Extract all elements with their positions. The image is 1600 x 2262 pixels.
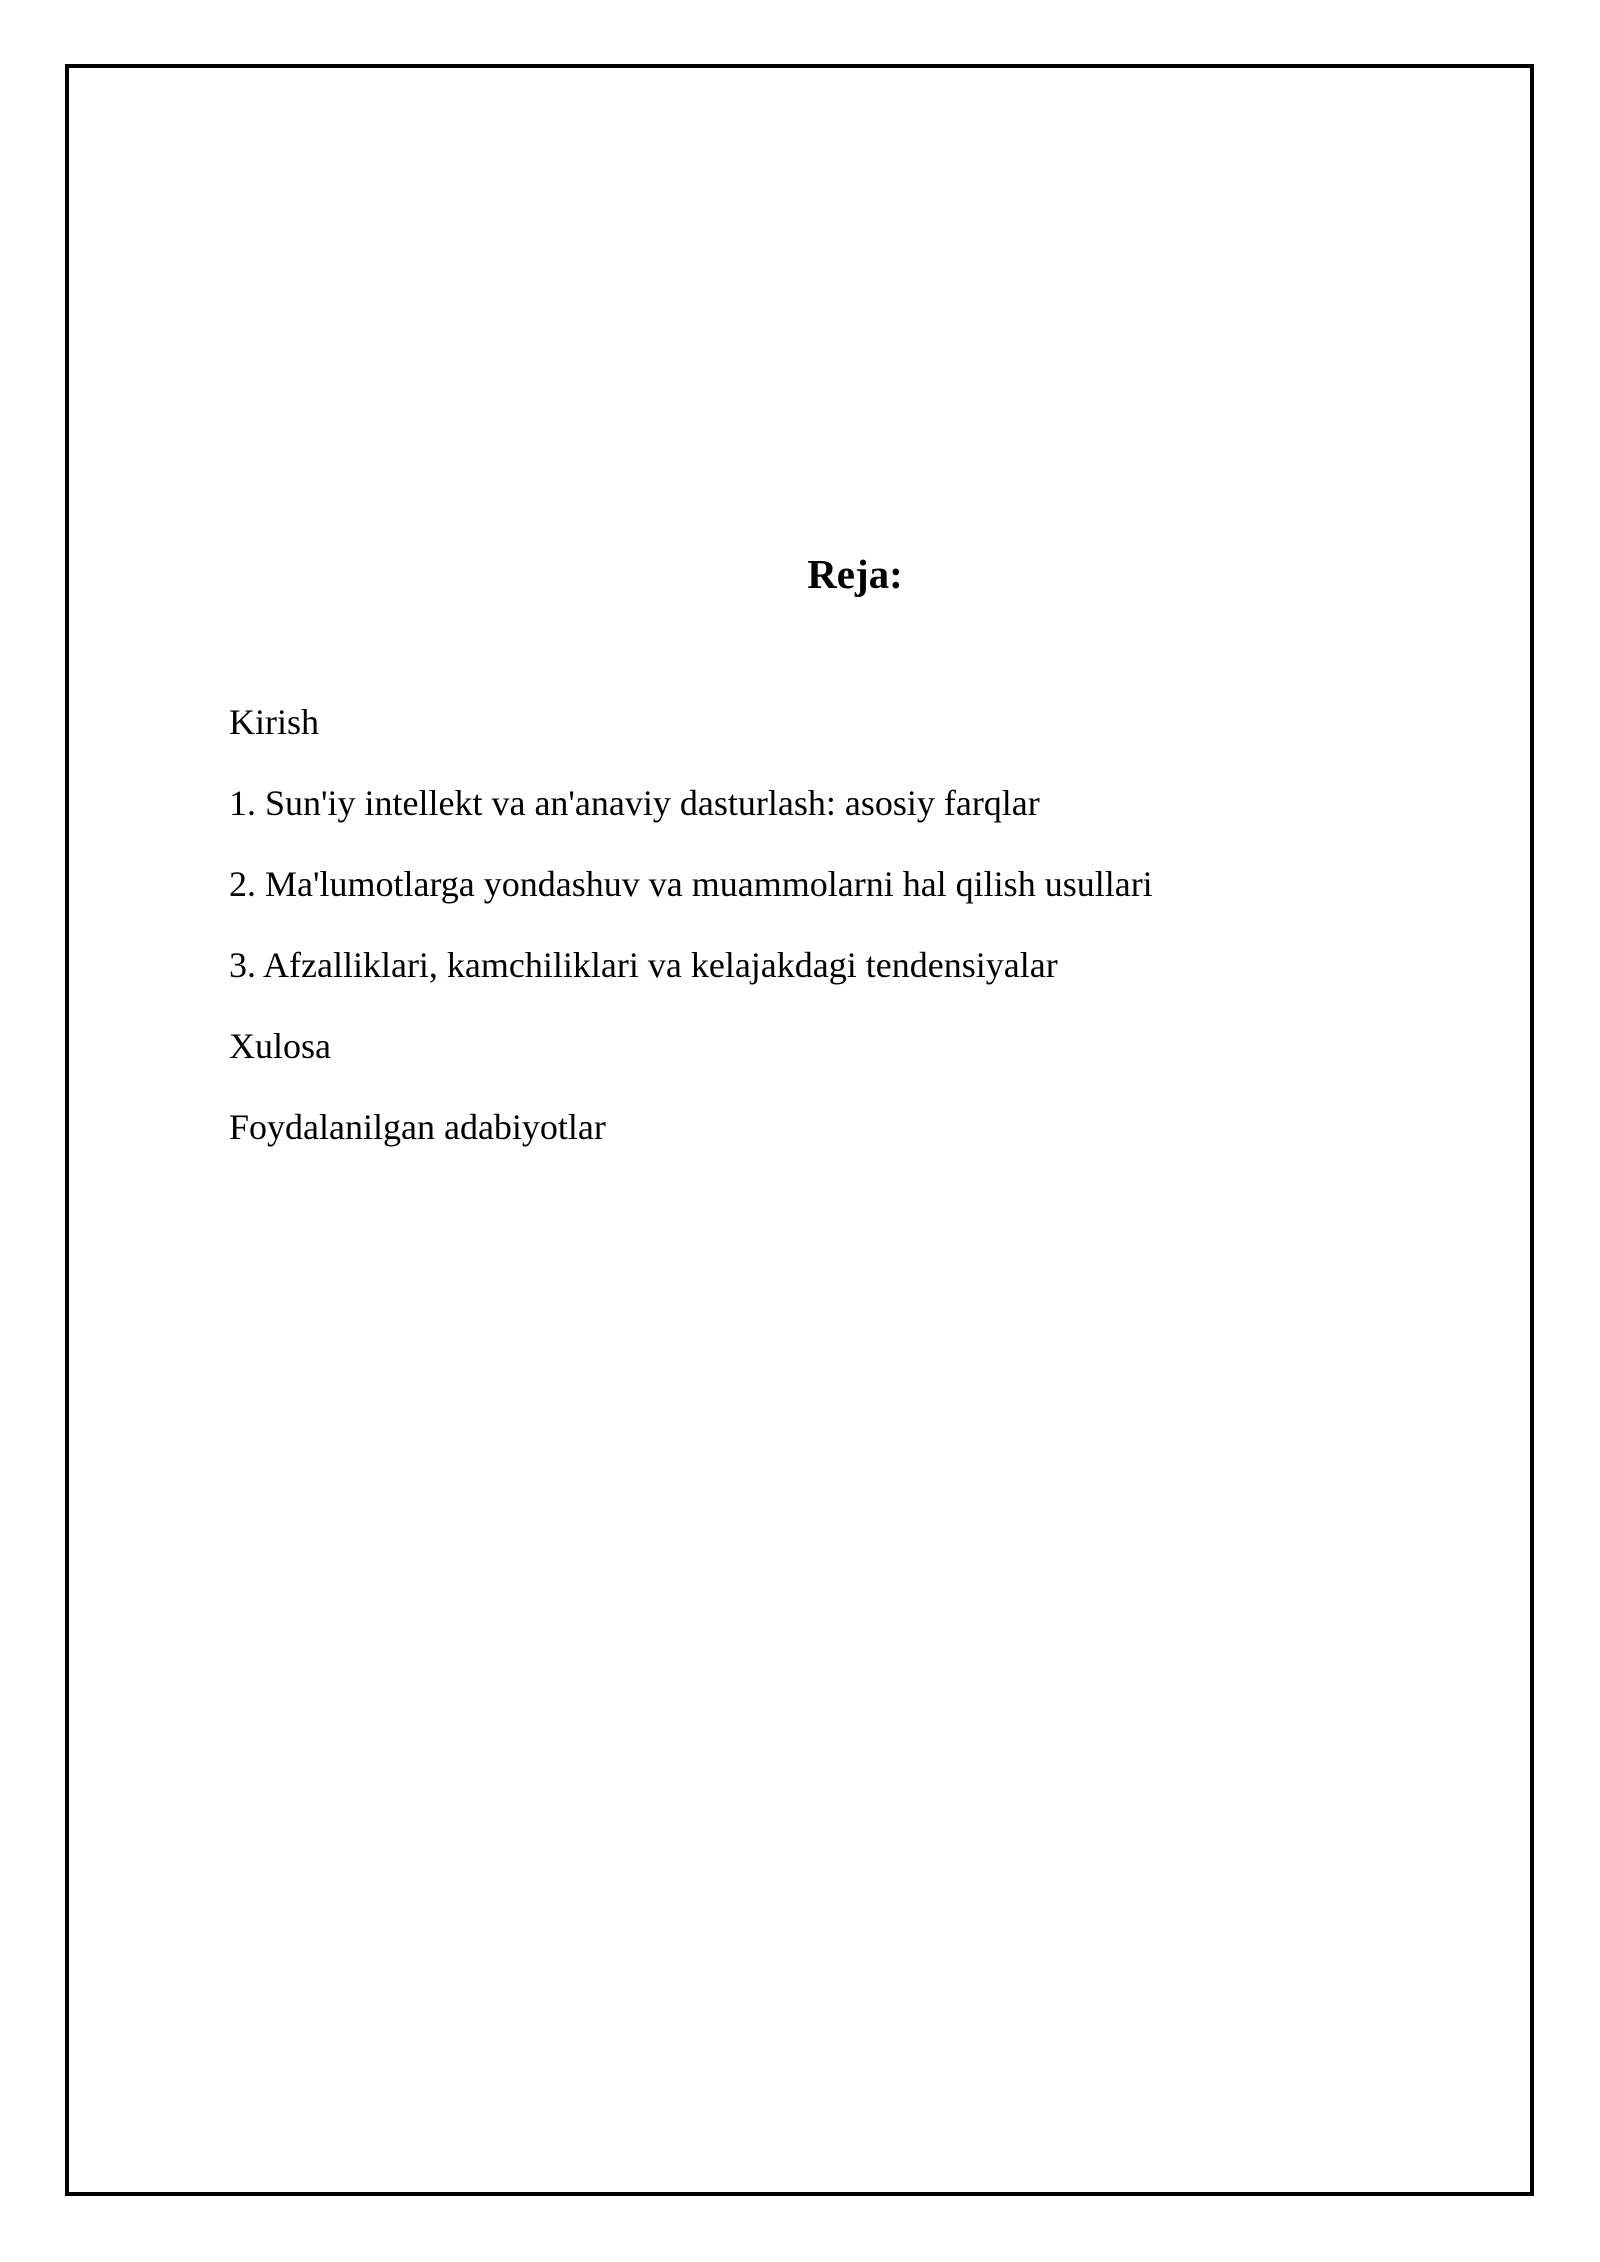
plan-item-references: Foydalanilgan adabiyotlar (229, 1107, 606, 1147)
page-title: Reja: (807, 551, 903, 597)
plan-item-1: 1. Sun'iy intellekt va an'anaviy dasturlash: asosiy farqlar (229, 783, 1040, 823)
plan-item-conclusion: Xulosa (229, 1026, 331, 1066)
plan-list (229, 698, 1479, 1184)
plan-item-introduction: Kirish (229, 702, 319, 742)
plan-item-2: 2. Ma'lumotlarga yondashuv va muammolarni hal qilish usullari (229, 864, 1153, 904)
plan-item-3: 3. Afzalliklari, kamchiliklari va kelajakdagi tendensiyalar (229, 945, 1058, 985)
